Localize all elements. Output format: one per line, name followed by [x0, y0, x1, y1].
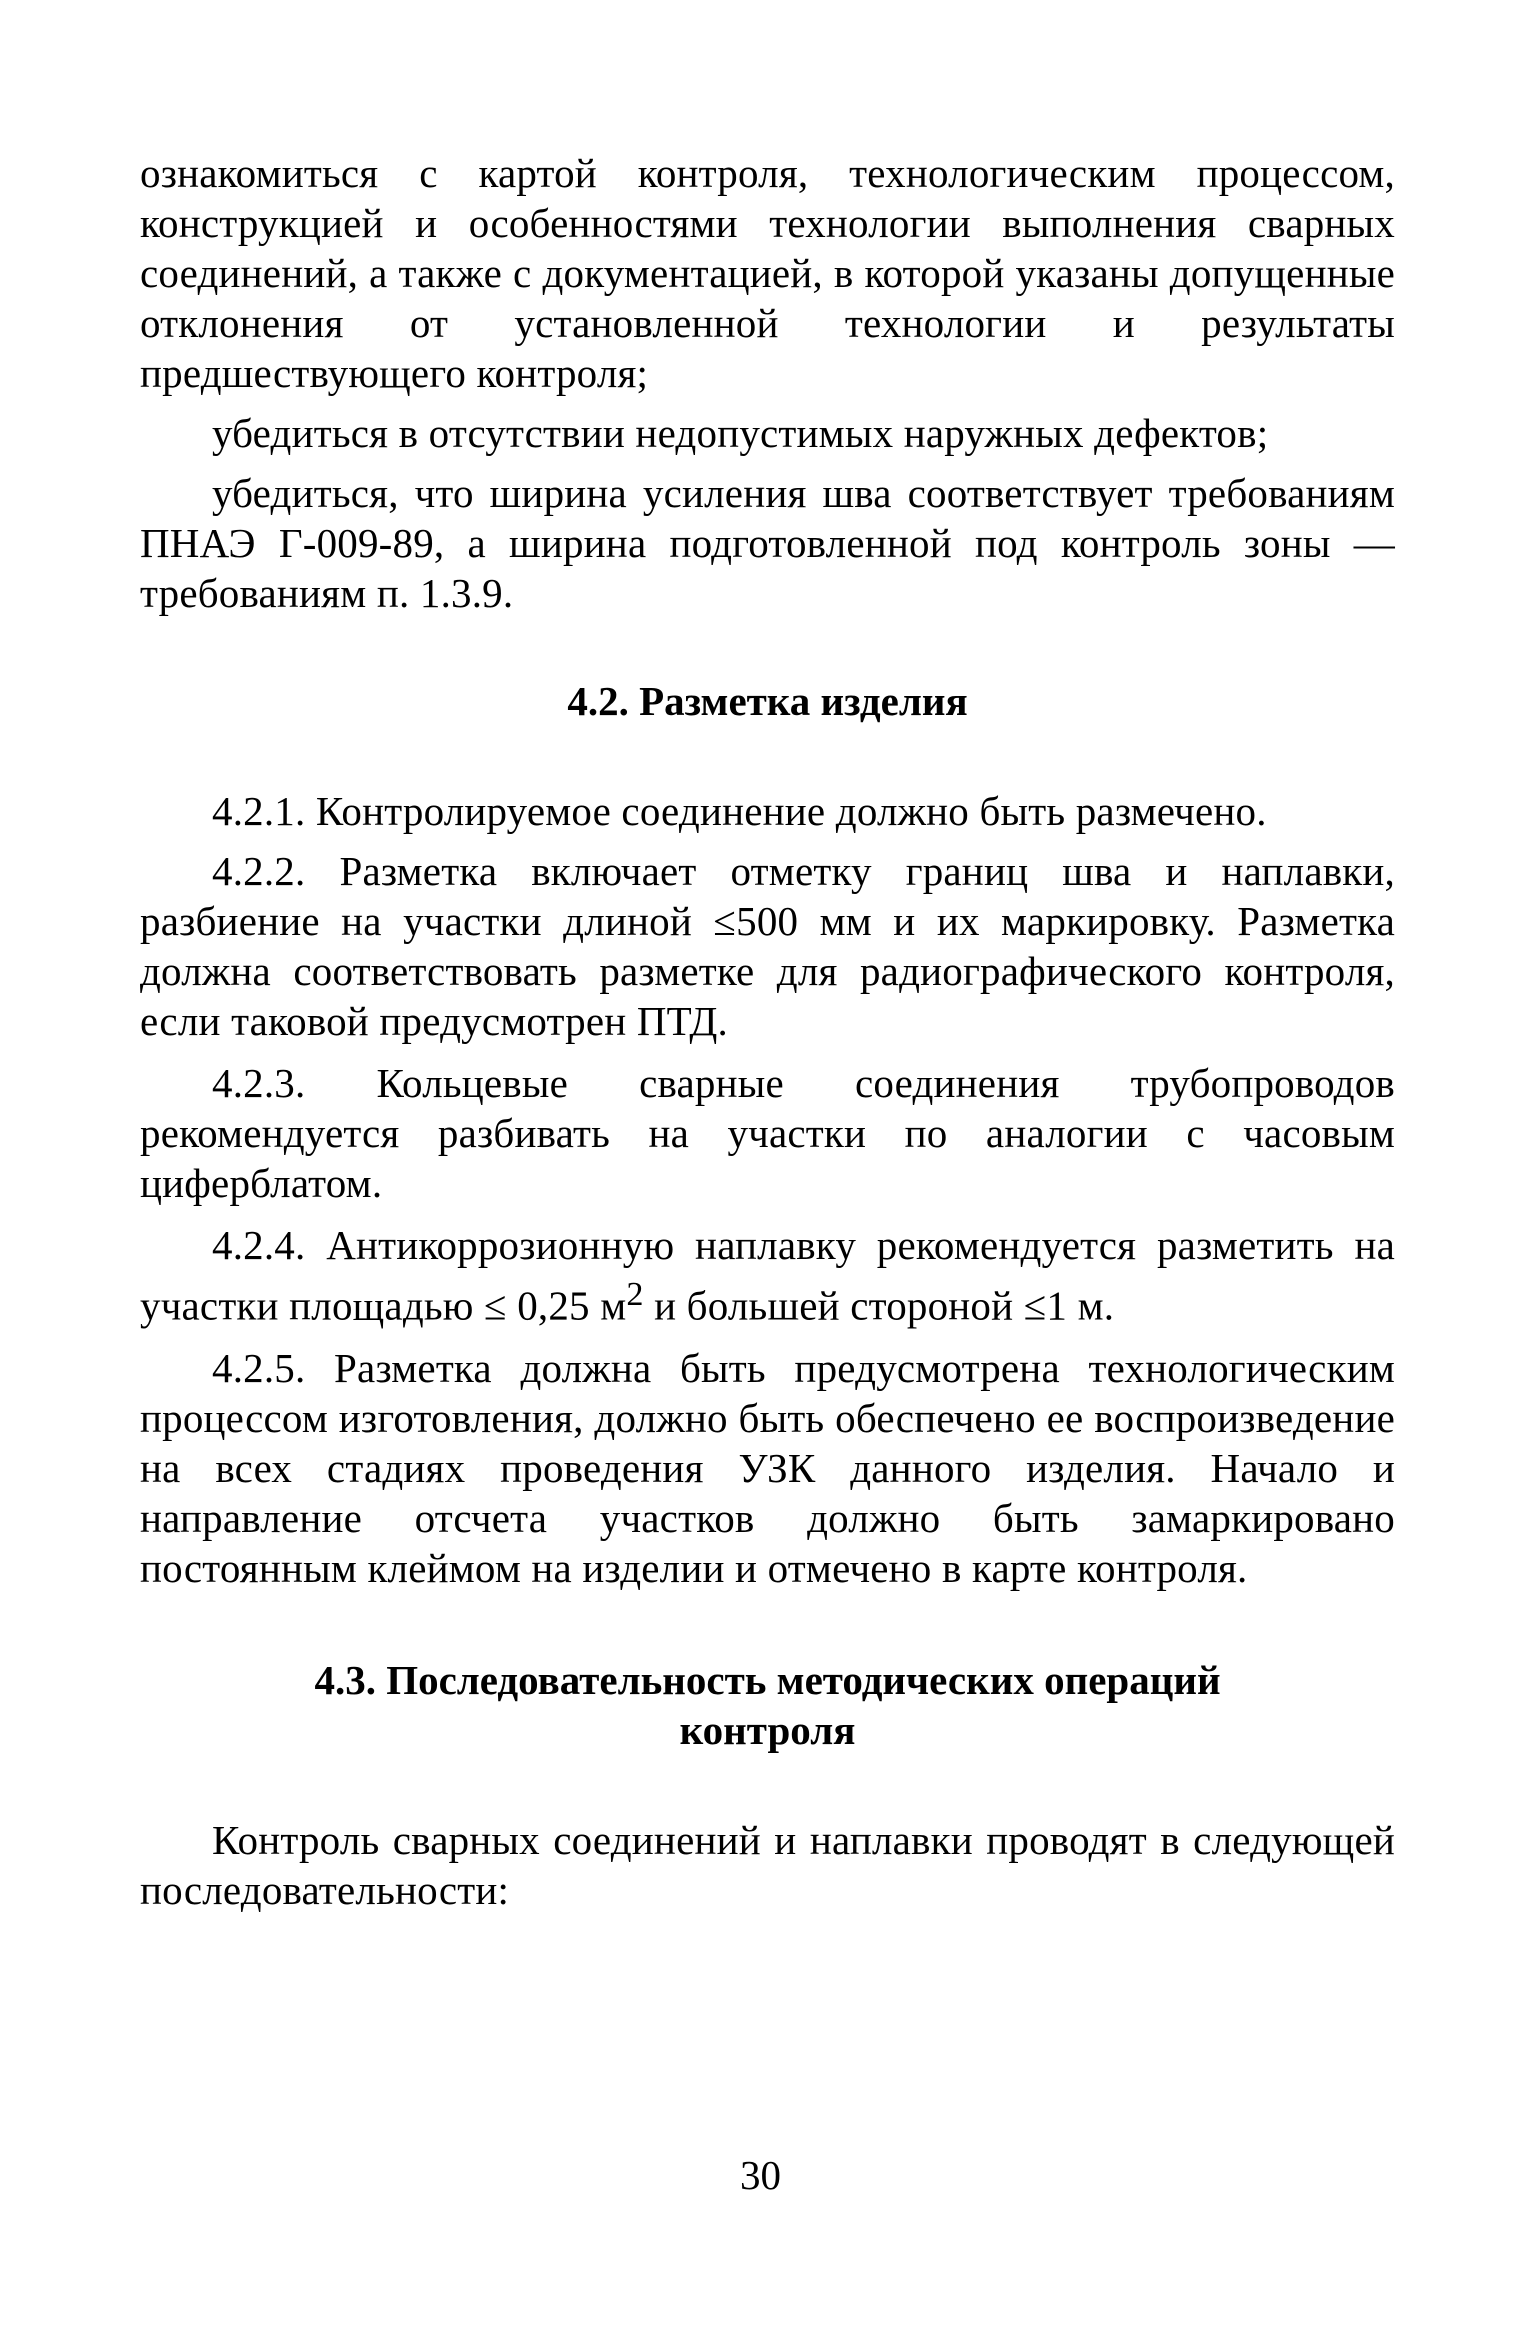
document-page [140, 148, 1395, 1915]
page-number: 30 [740, 2152, 781, 2198]
item-4-2-3: 4.2.3. Кольцевые сварные соединения трубопроводов рекомендуется разбивать на участки по аналогии с часовым циферблатом. [140, 1060, 1395, 1206]
item-4-2-4-text-before: 4.2.4. Антикоррозионную наплавку рекомендуется разметить на участки площадью ≤ 0,25 м [140, 1222, 1395, 1329]
section-heading-4-3 [140, 1655, 1395, 1755]
superscript-squared: 2 [626, 1276, 644, 1313]
section-heading-4-2: 4.2. Разметка изделия [567, 678, 968, 724]
item-4-2-2: 4.2.2. Разметка включает отметку границ шва и наплавки, разбиение на участки длиной ≤500 мм и их маркировку. Разметка должна соответствовать разметке для радиографического контроля, если таковой предусмотрен ПТД. [140, 848, 1395, 1044]
paragraph-check-width: убедиться, что ширина усиления шва соответствует требованиям ПНАЭ Г-009-89, а ширина подготовленной под контроль зоны — требованиям п. 1.3.9. [140, 470, 1395, 616]
paragraph-check-defects: убедиться в отсутствии недопустимых наружных дефектов; [212, 410, 1269, 456]
item-4-2-4-text-after: и большей стороной ≤1 м. [643, 1282, 1115, 1329]
item-4-2-4 [140, 1220, 1395, 1331]
item-4-2-5: 4.2.5. Разметка должна быть предусмотрена технологическим процессом изготовления, должно быть обеспечено ее воспроизведение на всех стадиях проведения УЗК данного изделия. Начало и направление отсчета участков должно быть замаркировано постоянным клеймом на изделии и отмечено в карте контроля. [140, 1344, 1395, 1591]
section-heading-4-3-line2: контроля [679, 1706, 856, 1753]
section-4-3-intro: Контроль сварных соединений и наплавки проводят в следующей последовательности: [140, 1816, 1395, 1913]
section-heading-4-3-line1: 4.3. Последовательность методических операций [314, 1656, 1221, 1703]
item-4-2-1: 4.2.1. Контролируемое соединение должно быть размечено. [212, 788, 1267, 834]
paragraph-familiarize: ознакомиться с картой контроля, технологическим процессом, конструкцией и особенностями технологии выполнения сварных соединений, а также с документацией, в которой указаны допущенные отклонения от установленной технологии и результаты предшествующего контроля; [140, 150, 1395, 396]
